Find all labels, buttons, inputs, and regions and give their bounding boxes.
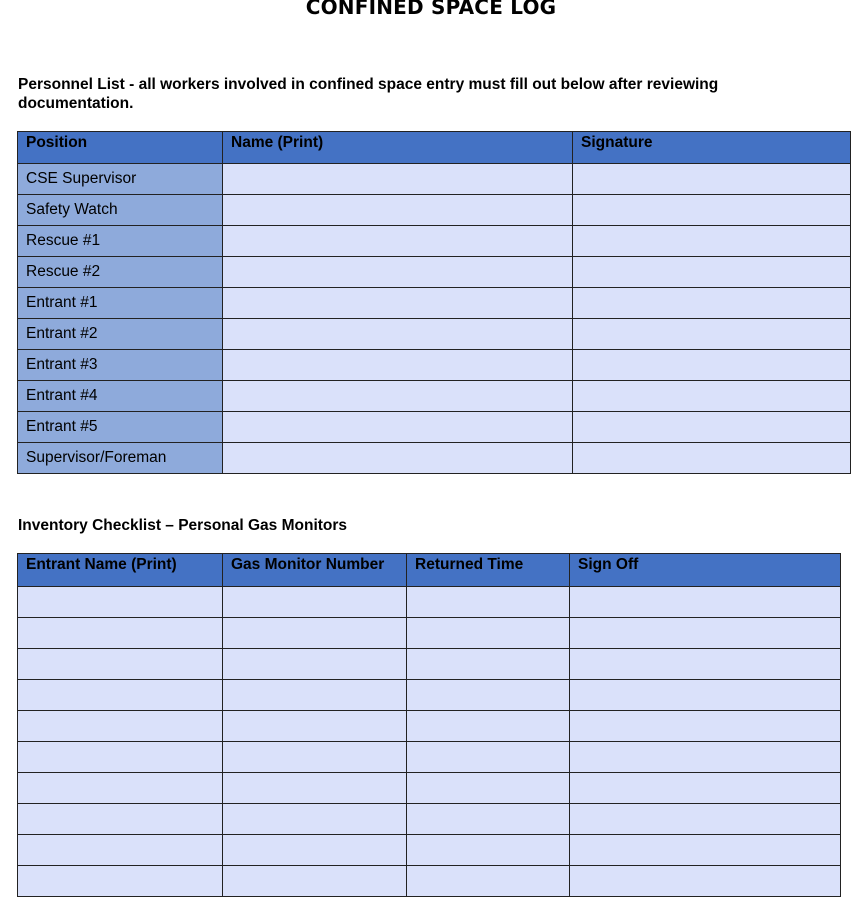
- name-field[interactable]: [223, 195, 573, 226]
- table-row: [18, 649, 841, 680]
- table-row: [18, 288, 851, 319]
- entrant-name-field[interactable]: [18, 742, 223, 773]
- returned-time-field[interactable]: [407, 618, 570, 649]
- position-cell: Entrant #3: [18, 350, 223, 381]
- entrant-name-field[interactable]: [18, 587, 223, 618]
- entrant-name-field[interactable]: [18, 866, 223, 897]
- table-row: [18, 350, 851, 381]
- entrant-name-field[interactable]: [18, 835, 223, 866]
- gas-monitor-number-field[interactable]: [223, 804, 407, 835]
- position-cell: Rescue #1: [18, 226, 223, 257]
- returned-time-field[interactable]: [407, 866, 570, 897]
- entrant-name-field[interactable]: [18, 804, 223, 835]
- sign-off-field[interactable]: [570, 649, 841, 680]
- table-row: [18, 587, 841, 618]
- returned-time-field[interactable]: [407, 742, 570, 773]
- returned-time-field[interactable]: [407, 711, 570, 742]
- column-header-position: Position: [18, 132, 223, 164]
- sign-off-field[interactable]: [570, 773, 841, 804]
- column-header-sign-off: Sign Off: [570, 554, 841, 587]
- name-field[interactable]: [223, 257, 573, 288]
- position-cell: Safety Watch: [18, 195, 223, 226]
- gas-monitor-number-field[interactable]: [223, 866, 407, 897]
- name-field[interactable]: [223, 412, 573, 443]
- returned-time-field[interactable]: [407, 587, 570, 618]
- returned-time-field[interactable]: [407, 835, 570, 866]
- table-row: [18, 381, 851, 412]
- personnel-header-row: [18, 132, 851, 164]
- name-field[interactable]: [223, 226, 573, 257]
- personnel-table: [17, 131, 851, 474]
- table-row: [18, 773, 841, 804]
- column-header-gas-monitor-number: Gas Monitor Number: [223, 554, 407, 587]
- column-header-signature: Signature: [573, 132, 851, 164]
- table-row: [18, 742, 841, 773]
- table-row: [18, 164, 851, 195]
- returned-time-field[interactable]: [407, 680, 570, 711]
- signature-field[interactable]: [573, 257, 851, 288]
- name-field[interactable]: [223, 164, 573, 195]
- column-header-returned-time: Returned Time: [407, 554, 570, 587]
- table-row: [18, 866, 841, 897]
- sign-off-field[interactable]: [570, 587, 841, 618]
- gas-monitor-number-field[interactable]: [223, 773, 407, 804]
- name-field[interactable]: [223, 319, 573, 350]
- sign-off-field[interactable]: [570, 680, 841, 711]
- name-field[interactable]: [223, 350, 573, 381]
- table-row: [18, 618, 841, 649]
- table-row: [18, 680, 841, 711]
- table-row: [18, 195, 851, 226]
- entrant-name-field[interactable]: [18, 649, 223, 680]
- sign-off-field[interactable]: [570, 711, 841, 742]
- position-cell: Entrant #5: [18, 412, 223, 443]
- gas-monitor-number-field[interactable]: [223, 742, 407, 773]
- signature-field[interactable]: [573, 412, 851, 443]
- returned-time-field[interactable]: [407, 649, 570, 680]
- position-cell: Entrant #1: [18, 288, 223, 319]
- position-cell: Rescue #2: [18, 257, 223, 288]
- entrant-name-field[interactable]: [18, 680, 223, 711]
- gas-monitor-number-field[interactable]: [223, 835, 407, 866]
- name-field[interactable]: [223, 443, 573, 474]
- returned-time-field[interactable]: [407, 804, 570, 835]
- entrant-name-field[interactable]: [18, 618, 223, 649]
- returned-time-field[interactable]: [407, 773, 570, 804]
- signature-field[interactable]: [573, 226, 851, 257]
- position-cell: Supervisor/Foreman: [18, 443, 223, 474]
- signature-field[interactable]: [573, 288, 851, 319]
- personnel-intro: Personnel List - all workers involved in confined space entry must fill out below after reviewing documentation.: [18, 76, 719, 112]
- table-row: [18, 711, 841, 742]
- entrant-name-field[interactable]: [18, 711, 223, 742]
- gas-monitor-number-field[interactable]: [223, 680, 407, 711]
- entrant-name-field[interactable]: [18, 773, 223, 804]
- sign-off-field[interactable]: [570, 835, 841, 866]
- table-row: [18, 412, 851, 443]
- gas-monitor-number-field[interactable]: [223, 711, 407, 742]
- table-row: [18, 804, 841, 835]
- column-header-entrant-name: Entrant Name (Print): [18, 554, 223, 587]
- sign-off-field[interactable]: [570, 866, 841, 897]
- signature-field[interactable]: [573, 164, 851, 195]
- signature-field[interactable]: [573, 319, 851, 350]
- sign-off-field[interactable]: [570, 618, 841, 649]
- table-row: [18, 226, 851, 257]
- inventory-table: [17, 553, 841, 897]
- name-field[interactable]: [223, 381, 573, 412]
- sign-off-field[interactable]: [570, 804, 841, 835]
- gas-monitor-number-field[interactable]: [223, 618, 407, 649]
- position-cell: Entrant #2: [18, 319, 223, 350]
- inventory-intro: Inventory Checklist – Personal Gas Monitors: [18, 517, 348, 534]
- gas-monitor-number-field[interactable]: [223, 587, 407, 618]
- inventory-header-row: [18, 554, 841, 587]
- gas-monitor-number-field[interactable]: [223, 649, 407, 680]
- signature-field[interactable]: [573, 350, 851, 381]
- signature-field[interactable]: [573, 381, 851, 412]
- position-cell: Entrant #4: [18, 381, 223, 412]
- signature-field[interactable]: [573, 195, 851, 226]
- table-row: [18, 835, 841, 866]
- page-title: CONFINED SPACE LOG: [305, 0, 557, 19]
- table-row: [18, 443, 851, 474]
- column-header-name: Name (Print): [223, 132, 573, 164]
- table-row: [18, 319, 851, 350]
- position-cell: CSE Supervisor: [18, 164, 223, 195]
- sign-off-field[interactable]: [570, 742, 841, 773]
- signature-field[interactable]: [573, 443, 851, 474]
- table-row: [18, 257, 851, 288]
- name-field[interactable]: [223, 288, 573, 319]
